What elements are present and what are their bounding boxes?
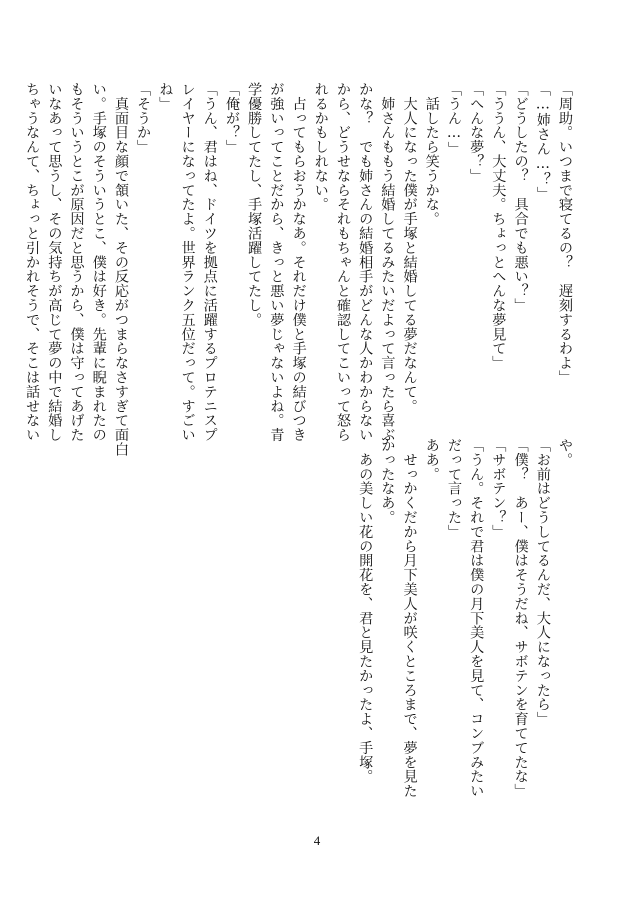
text-line: れるかもしれない。 bbox=[312, 82, 329, 212]
lower-text-block bbox=[354, 438, 576, 798]
text-line: 話したら笑うかな。 bbox=[423, 82, 440, 226]
text-line: 「どうしたの？ 具合でも悪い？」 bbox=[512, 82, 529, 313]
text-line: 「うん…」 bbox=[445, 82, 462, 156]
text-line: 真面目な顔で頷いた、その反応がつまらなさすぎて面白 bbox=[112, 82, 129, 457]
text-line: 学優勝してたし、手塚活躍してたし。 bbox=[246, 82, 263, 327]
text-line: 占ってもらおうかなあ。それだけ僕と手塚の結びつき bbox=[290, 82, 307, 442]
text-line: 「うん、君はね、ドイツを拠点に活躍するプロテニスプ bbox=[201, 82, 218, 442]
text-line: 「へんな夢？」 bbox=[468, 82, 485, 183]
text-line: せっかくだから月下美人が咲くところまで、夢を見た bbox=[401, 438, 418, 798]
text-line: 「僕？ あー、僕はそうだね、サボテンを育ててたな」 bbox=[512, 438, 529, 798]
text-line: だって言った」 bbox=[445, 438, 462, 539]
text-line: い。手塚のそういうとこ、僕は好き。先輩に睨まれたの bbox=[90, 82, 107, 442]
text-line: 「サボテン？」 bbox=[490, 438, 507, 539]
text-line: レイヤーになってたよ。世界ランク五位だって。すごい bbox=[179, 82, 196, 442]
text-line: 大人になった僕が手塚と結婚してる夢だなんて。 bbox=[401, 82, 418, 414]
text-line: や。 bbox=[557, 438, 573, 467]
text-line: 「そうか」 bbox=[135, 82, 152, 154]
text-line: 「…姉さん…？」 bbox=[534, 82, 551, 201]
text-line: 「うん。それで君は僕の月下美人を見て、コンブみたい bbox=[468, 438, 485, 798]
text-line: あの美しい花の開花を、君と見たかったよ、手塚。 bbox=[357, 438, 374, 784]
text-line: ああ。 bbox=[423, 438, 440, 482]
text-line: もそういうとこが原因だと思うから、僕は守ってあげた bbox=[68, 82, 85, 442]
text-line: いなあって思うし、その気持ちが高じて夢の中で結婚し bbox=[46, 82, 63, 442]
text-line: ちゃうなんて、ちょっと引かれそうで、そこは話せない bbox=[24, 82, 41, 442]
text-line: かったなあ。 bbox=[379, 438, 396, 525]
text-line: 「お前はどうしてるんだ、大人になったら」 bbox=[534, 438, 551, 726]
text-line: から、どうせならそれもちゃんと確認してこいって怒ら bbox=[334, 82, 351, 442]
text-line: 姉さんももう結婚してるみたいだよって言ったら喜ぶ bbox=[379, 82, 396, 442]
text-line: が強いってことだから、きっと悪い夢じゃないよね。青 bbox=[268, 82, 285, 442]
text-line: 「周助。いつまで寝てるの？ 遅刻するわよ」 bbox=[557, 82, 573, 385]
upper-text-block bbox=[21, 82, 576, 457]
text-line: ね」 bbox=[157, 82, 174, 111]
text-line: 「俺が？」 bbox=[223, 82, 240, 154]
text-line: 「ううん、大丈夫。ちょっとへんな夢見て」 bbox=[490, 82, 507, 370]
page-number: 4 bbox=[313, 833, 321, 848]
text-line: かな？ でも姉さんの結婚相手がどんな人かわからない bbox=[357, 82, 374, 442]
